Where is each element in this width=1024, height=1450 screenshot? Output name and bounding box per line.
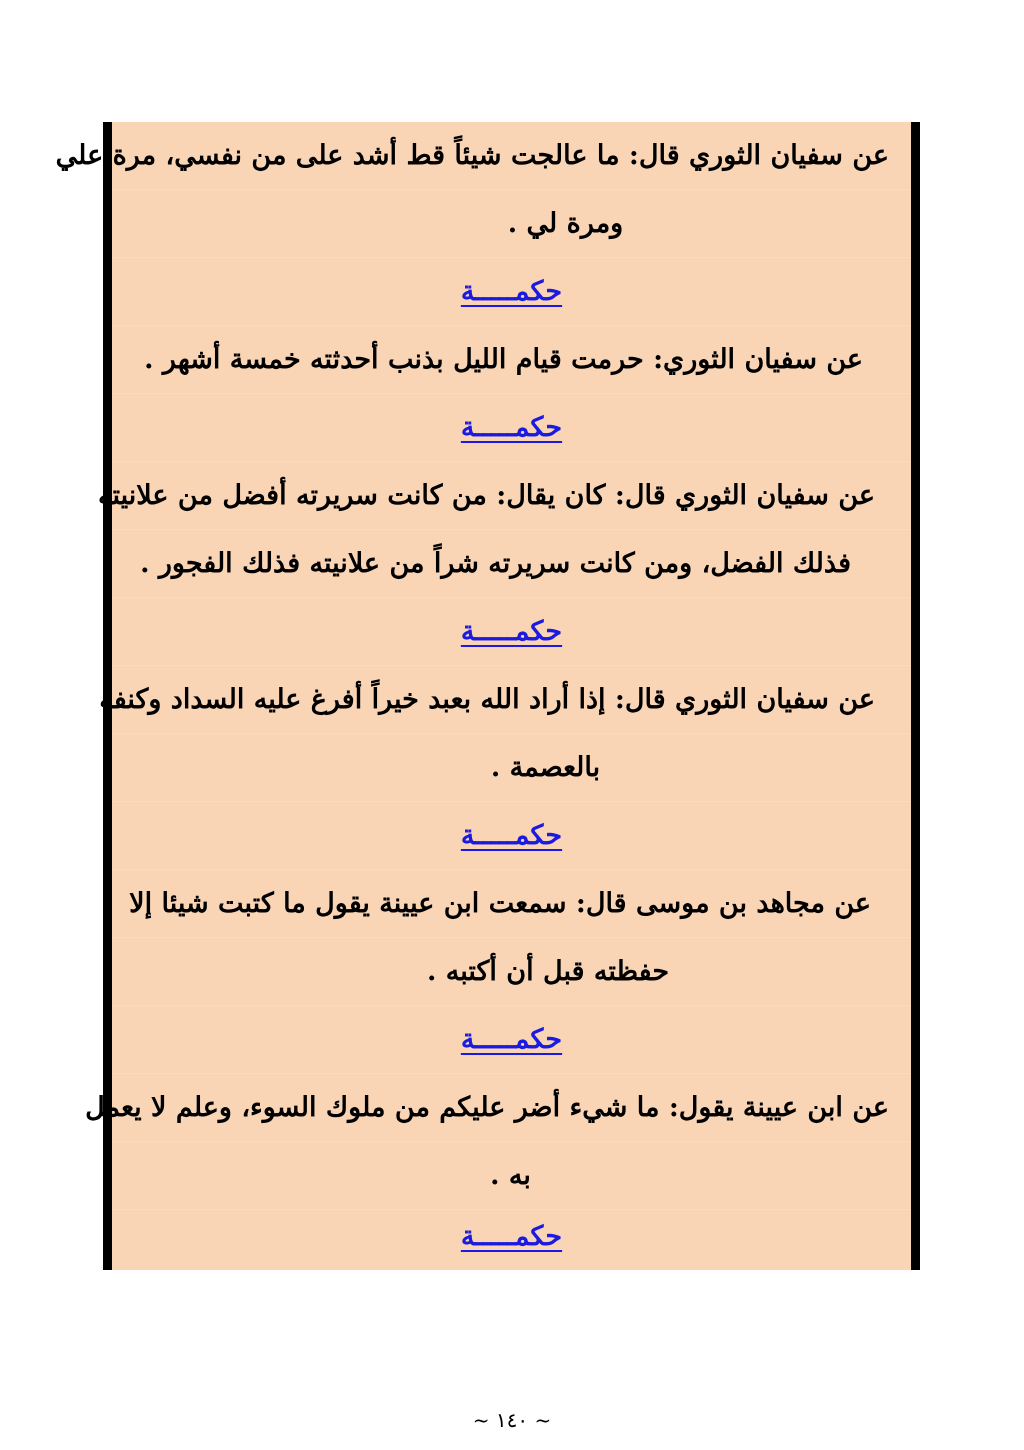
hikma-link[interactable]: حكمـــــة [460, 1024, 563, 1055]
content-box [55, 122, 920, 1270]
text-line [112, 870, 911, 938]
quote-text: عن سفيان الثوري قال: كان يقال: من كانت سريرته أفضل من علانيته [98, 480, 875, 511]
quote-text: فذلك الفضل، ومن كانت سريرته شراً من علانيته فذلك الفجور . [140, 548, 851, 579]
text-line [112, 938, 911, 1006]
hikma-link[interactable]: حكمـــــة [460, 412, 563, 443]
text-line [112, 326, 911, 394]
quote-text: حفظته قبل أن أكتبه . [426, 956, 670, 987]
text-line [112, 734, 911, 802]
quote-text: عن سفيان الثوري قال: إذا أراد الله بعبد خيراً أفرغ عليه السداد وكنفه [99, 684, 875, 715]
hikma-link[interactable]: حكمـــــة [460, 820, 563, 851]
text-line [85, 1074, 911, 1142]
text-line [99, 666, 911, 734]
page-number: ~ ١٤٠ ~ [472, 1408, 552, 1432]
link-line [112, 394, 911, 462]
quote-text: عن سفيان الثوري: حرمت قيام الليل بذنب أحدثته خمسة أشهر . [144, 344, 863, 375]
text-line [55, 122, 911, 190]
text-line [98, 462, 911, 530]
link-line [112, 1202, 911, 1270]
link-line [112, 258, 911, 326]
text-line [112, 1142, 911, 1210]
hikma-link[interactable]: حكمـــــة [460, 276, 563, 307]
hikma-link[interactable]: حكمـــــة [460, 1220, 563, 1252]
link-line [112, 802, 911, 870]
link-line [112, 1006, 911, 1074]
hikma-link[interactable]: حكمـــــة [460, 616, 563, 647]
text-line [112, 190, 911, 258]
quote-text: عن سفيان الثوري قال: ما عالجت شيئاً قط أشد على من نفسي، مرة علي [55, 140, 889, 171]
quote-text: به . [490, 1160, 531, 1191]
quote-text: عن ابن عيينة يقول: ما شيء أضر عليكم من ملوك السوء، وعلم لا يعمل [85, 1092, 889, 1123]
quote-text: ومرة لي . [507, 208, 624, 239]
quote-text: بالعصمة . [490, 752, 601, 783]
text-line [112, 530, 911, 598]
link-line [112, 598, 911, 666]
quote-text: عن مجاهد بن موسى قال: سمعت ابن عيينة يقول ما كتبت شيئا إلا [129, 888, 871, 919]
